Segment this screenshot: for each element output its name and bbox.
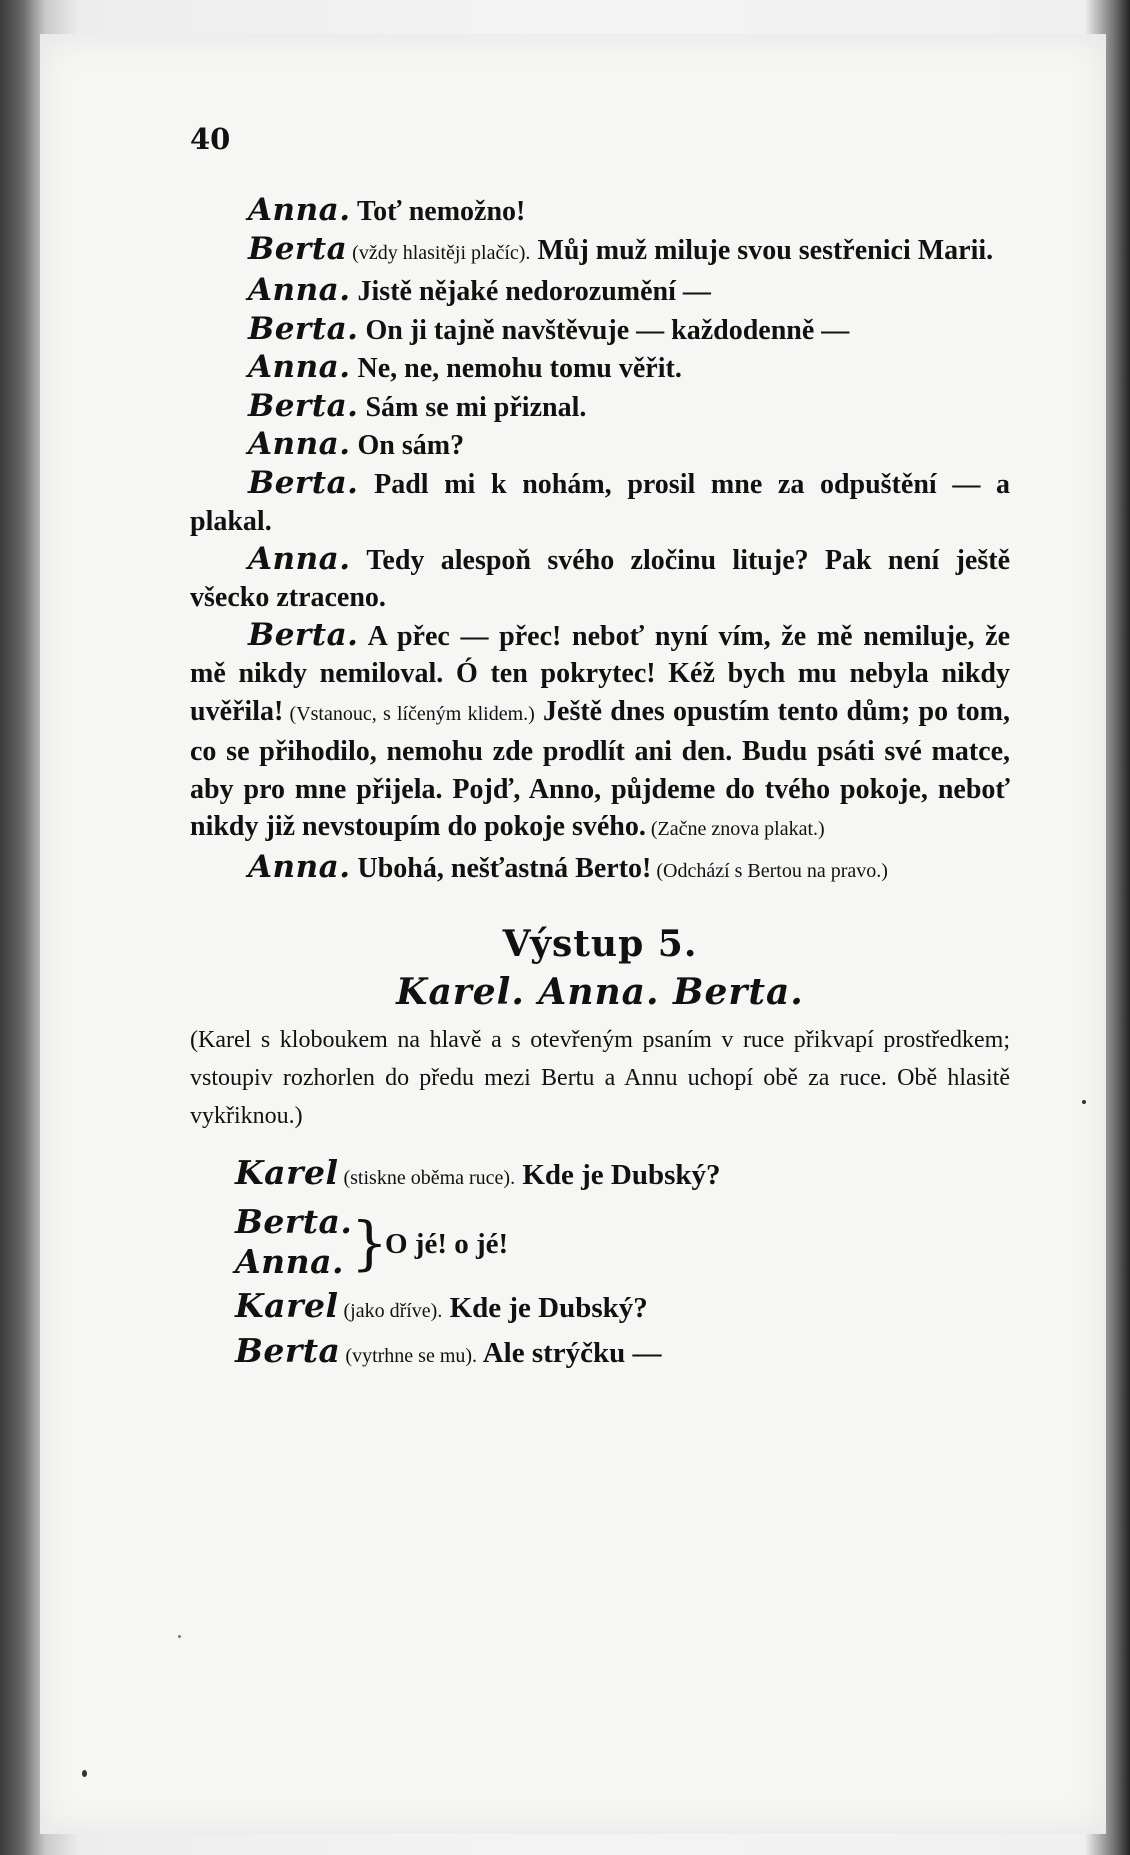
line-text: Jistě nějaké nedorozumění —	[350, 276, 711, 307]
stage-direction-inline: (Začne znova plakat.)	[645, 818, 825, 840]
speaker-name: Anna.	[235, 1242, 344, 1281]
stage-direction-inline: (Odchází s Bertou na pravo.)	[651, 859, 888, 882]
line-text: A přec — přec! neboť nyní vím, že mě nemiluje, že mě nikdy nemiloval. Ó ten pokrytec! Kéž bych mu nebyla nikdy uvěřila!	[190, 620, 1010, 727]
dialogue-line	[190, 272, 1010, 311]
speaker-name: Berta.	[248, 616, 359, 653]
scan-speck	[1082, 1100, 1086, 1104]
line-text: Ještě dnes opustím tento dům; po tom, co se přihodilo, nemohu zde prodlít ani den. Budu psáti své matce, aby pro mne přijela. Pojď, Anno, půjdeme do tvého pokoje, neboť nikdy již nevstoupím do pokoje svého.	[190, 695, 1010, 842]
dialogue-line	[190, 1286, 1010, 1331]
speaker-name: Karel	[235, 1153, 339, 1192]
line-text: Kde je Dubský?	[515, 1159, 721, 1191]
dialogue-line	[190, 311, 1010, 350]
dialogue-line	[190, 426, 1010, 465]
dialogue-line	[190, 388, 1010, 427]
speaker-name: Anna.	[248, 349, 351, 385]
line-text: On ji tajně navštěvuje — každodenně —	[358, 314, 850, 346]
chorus-speakers	[235, 1202, 352, 1282]
scene-title: Výstup 5.	[502, 923, 698, 965]
speaker-name: Anna.	[248, 848, 351, 885]
dialogue-line	[190, 849, 1010, 891]
scan-speck	[178, 1635, 181, 1638]
dialogue-line	[190, 349, 1010, 388]
line-text: Toť nemožno!	[350, 196, 526, 227]
speaker-name: Anna.	[248, 540, 351, 577]
speaker-name: Berta	[248, 230, 348, 267]
chorus-line	[235, 1202, 1010, 1286]
line-text: Padl mi k nohám, prosil mne za odpuštění — a plakal.	[190, 468, 1010, 537]
dialogue-line	[190, 231, 1010, 273]
line-text: Ale strýčku —	[477, 1337, 662, 1369]
line-text: Sám se mi přiznal.	[358, 391, 587, 423]
scene-cast: Karel. Anna. Berta.	[396, 970, 804, 1013]
speaker-name: Anna.	[248, 426, 351, 462]
scene-dialogue	[190, 1153, 1010, 1376]
line-text: O jé! o jé!	[385, 1228, 509, 1260]
stage-direction-inline: (jako dříve).	[338, 1300, 443, 1322]
dialogue-line	[190, 617, 1010, 849]
stage-direction-inline: (Vstanouc, s líčeným klidem.)	[283, 702, 535, 725]
line-text: Ubohá, nešťastná Berto!	[350, 852, 652, 884]
line-text: Tedy alespoň svého zločinu lituje? Pak není ještě všecko ztraceno.	[190, 544, 1010, 613]
line-text: Můj muž miluje svou sestřenici Marii.	[530, 234, 994, 266]
speaker-name: Anna.	[248, 272, 351, 308]
page-text	[190, 192, 1010, 1376]
speaker-name: Anna.	[248, 192, 351, 228]
stage-direction-inline: (vytrhne se mu).	[340, 1345, 478, 1367]
stage-direction-inline: (vždy hlasitěji plačíc).	[347, 241, 531, 264]
dialogue-line	[190, 541, 1010, 617]
dialogue-line	[190, 465, 1010, 541]
scan-speck	[82, 1770, 87, 1777]
speaker-name: Karel	[235, 1286, 339, 1325]
dialogue-line	[190, 1331, 1010, 1376]
speaker-name: Berta.	[248, 387, 359, 424]
stage-direction-inline: (stiskne oběma ruce).	[338, 1167, 516, 1189]
brace-symbol: }	[351, 1209, 388, 1277]
speaker-name: Berta.	[235, 1202, 353, 1241]
line-text: Ne, ne, nemohu tomu věřit.	[350, 353, 682, 384]
speaker-name: Berta.	[248, 310, 359, 347]
speaker-name: Berta	[235, 1331, 341, 1370]
line-text: Kde je Dubský?	[442, 1292, 648, 1324]
dialogue-line	[190, 192, 1010, 231]
speaker-name: Berta.	[248, 464, 359, 501]
line-text: On sám?	[350, 430, 465, 461]
page-number: 40	[190, 122, 231, 156]
scene-stage-direction: (Karel s kloboukem na hlavě a s otevřeným psaním v ruce přikvapí prostředkem; vstoupiv rozhorlen do předu mezi Bertu a Annu uchopí obě za ruce. Obě hlasitě vykřiknou.)	[190, 1027, 1010, 1129]
dialogue-line	[190, 1153, 1010, 1198]
